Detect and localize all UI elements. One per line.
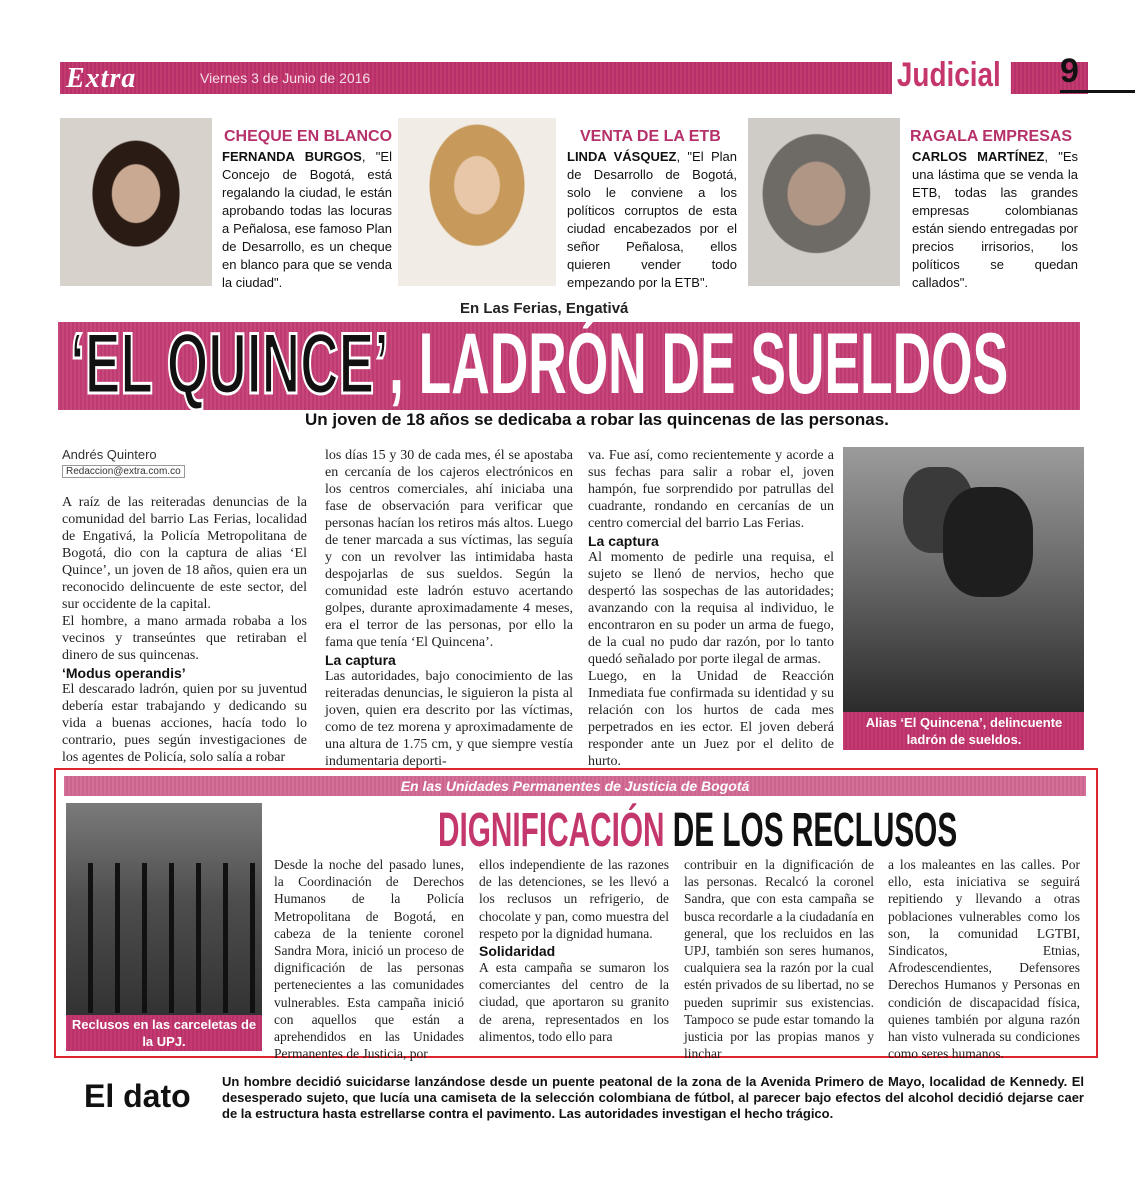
suspect-photo (843, 447, 1084, 713)
quote-body: , "Es una lástima que se venda la ETB, todas las grandes empresas colombianas están siendo entregadas por precios irrisorios, los políticos se quedan callados". (912, 149, 1078, 290)
subheading: ‘Modus operandis’ (62, 665, 186, 681)
portrait-linda-vasquez (398, 118, 556, 286)
story-kicker: En Las Ferias, Engativá (460, 300, 629, 317)
portrait-carlos-martinez (748, 118, 900, 286)
page-number: 9 (1060, 52, 1079, 90)
paragraph: va. Fue así, como recientemente y acorde a sus fechas para salir a robar el, joven hampón, fue sorprendido por patrullas del cuadrante, rondando en cercanías de un centro comercial del barrio Las Ferias. (588, 448, 834, 531)
paragraph: A esta campaña se sumaron los comerciantes del centro de la ciudad, que aportaron su granito de arena, representados en los alimentos, todo ello para (479, 960, 669, 1044)
masthead (60, 52, 1088, 100)
subheadline: Un joven de 18 años se dedicaba a robar las quincenas de las personas. (305, 410, 889, 429)
quote-text (567, 148, 737, 292)
portrait-fernanda-burgos (60, 118, 212, 286)
quote-text (222, 148, 392, 292)
box-column-2 (479, 856, 669, 1045)
paragraph: El descarado ladrón, quien por su juventud debería estar trabajando y dedicando su vida a buenas acciones, hacía todo lo contrario, pues según investigaciones de los agentes de Policía, solo salía a robar (62, 682, 307, 765)
quote-body: , "El Concejo de Bogotá, está regalando la ciudad, le están aprobando todas las locuras a Peñalosa, ese famoso Plan de Desarrollo, es un cheque en blanco para que se venda la ciudad". (222, 149, 392, 290)
subheading: La captura (325, 652, 396, 668)
byline-author: Andrés Quintero (62, 447, 157, 462)
quote-name: CARLOS MARTÍNEZ (912, 149, 1045, 164)
quote-heading: CHEQUE EN BLANCO (224, 128, 393, 145)
cell-bars (66, 863, 262, 1013)
paragraph: Las autoridades, bajo conocimiento de las reiteradas denuncias, le siguieron la pista al joven, quien era descrito por las víctimas, como de tez morena y aproximadamente de una altura de 1.75 cm, y que siempre vestía indumentaria deporti- (325, 669, 573, 769)
issue-date: Viernes 3 de Junio de 2016 (200, 70, 371, 86)
paragraph: Al momento de pedirle una requisa, el sujeto se llenó de nervios, hecho que despertó las sospechas de las autoridades; avanzando con la requisa al individuo, le encontraron en su poder un arma de fuego, de la cual no pudo dar razón, por lo tanto quedó señalado por porte ilegal de armas. (588, 550, 834, 667)
prisoners-photo (66, 803, 262, 1051)
headline-alias: ‘EL QUINCE’ (70, 316, 389, 412)
section-title: Judicial (892, 56, 1011, 95)
photo-caption: Alias ‘El Quincena’, delincuente ladrón de sueldos. (865, 715, 1063, 747)
box-headline (438, 803, 957, 859)
headline (70, 316, 1009, 412)
el-dato-text: Un hombre decidió suicidarse lanzándose desde un puente peatonal de la zona de la Avenida Primero de Mayo, localidad de Kennedy. El desesperado sujeto, que lucía una camiseta de la selección colombiana de fútbol, al parecer bajo efectos del alcohol decidió dejarse caer de la estructura hasta estrellarse contra el pavimento. Las autoridades investigan el hecho trágico. (222, 1074, 1084, 1121)
paragraph: los días 15 y 30 de cada mes, él se apostaba en cercanía de los cajeros electrónicos en los centros comerciales, ahí iniciaba una fase de observación para verificar que personas hacían los retiros más altos. Luego de tener marcada a sus víctimas, las seguía y con un revolver las intimidaba hasta despojarlas de sus sueldos. Según la comunidad este ladrón estuvo acertando golpes, durante aproximadamente 4 meses, era el terror de las personas, por ello la fama que tenía ‘El Quincena’. (325, 448, 573, 650)
article-column-3 (588, 447, 834, 770)
box-column-4: a los maleantes en las calles. Por ello, esta iniciativa se seguirá repitiendo y llevando a otras poblaciones vulnerables como los son, la comunidad LGTBI, Sindicatos, Etnias, Afrodescendientes, Defensores Derechos Humanos y Personas en condición de discapacidad física, quienes también por alguna razón han visto vulnerada su condiciones como seres humanos. (888, 857, 1080, 1062)
box-column-1: Desde la noche del pasado lunes, la Coordinación de Derechos Humanos de la Policía Metropolitana de Bogotá, en cabeza de la teniente coronel Sandra Mora, inició un proceso de dignificación de las personas pertenecientes a las comunidades vulnerables. Esta campaña inició con aquellos que están a aprehendidos en las Unidades Permanentes de Justicia, por (274, 857, 464, 1062)
quote-name: FERNANDA BURGOS (222, 149, 362, 164)
article-column-1 (62, 494, 307, 766)
photo-caption: Reclusos en las carceletas de la UPJ. (71, 1017, 257, 1049)
subheading: Solidaridad (479, 943, 556, 960)
quote-heading: VENTA DE LA ETB (580, 128, 721, 145)
headline-rest: , LADRÓN DE SUELDOS (388, 316, 1009, 412)
box-headline-rest: DE LOS RECLUSOS (664, 804, 958, 857)
paragraph: A raíz de las reiteradas denuncias de la comunidad del barrio Las Ferias, localidad de Engativá, la Policía Metropolitana de Bogotá, dio con la captura de alias ‘El Quince’, un joven de 18 años, quien era un reconocido delincuente de este sector, del sur occidente de la capital. (62, 495, 307, 612)
box-kicker: En las Unidades Permanentes de Justicia de Bogotá (64, 776, 1086, 796)
quote-text (912, 148, 1078, 292)
paragraph: Luego, en la Unidad de Reacción Inmediata fue confirmada su identidad y su relación con los hurtos de cada mes perpetrados en ies ector. El joven deberá responder ante un Juez por el delito de hurto. (588, 669, 834, 769)
el-dato-label: El dato (84, 1078, 191, 1114)
article-column-2 (325, 447, 573, 770)
subheading: La captura (588, 533, 659, 549)
box-headline-accent: DIGNIFICACIÓN (438, 804, 665, 857)
quote-heading: RAGALA EMPRESAS (910, 128, 1073, 145)
quote-name: LINDA VÁSQUEZ (567, 149, 677, 164)
paragraph: ellos independiente de las razones de las detenciones, se les llevó a los reclusos un refrigerio, de chocolate y pan, como muestra del respeto por la dignidad humana. (479, 857, 669, 941)
quote-body: , "El Plan de Desarrollo de Bogotá, solo le conviene a los políticos corruptos de esta ciudad encabezados por el señor Peñalosa, ellos quieren vender todo empezando por la ETB". (567, 149, 737, 290)
paragraph: El hombre, a mano armada robaba a los vecinos y transeúntes que retiraban el dinero de sus quincenas. (62, 614, 307, 663)
box-column-3: contribuir en la dignificación de las personas. Recalcó la coronel Sandra, que con esta campaña se busca recordarle a la ciudadanía en general, que los recluidos en las UPJ, también son seres humanos, cualquiera sea la razón por la cual estén privados de su libertad, no se pueden suprimir sus existencias. Tampoco se pude estar tomando la justicia por las propias manos y linchar (684, 857, 874, 1062)
byline-email: Redaccion@extra.com.co (62, 465, 185, 478)
brand-logo: Extra (66, 63, 137, 94)
photo-figure (943, 487, 1033, 597)
